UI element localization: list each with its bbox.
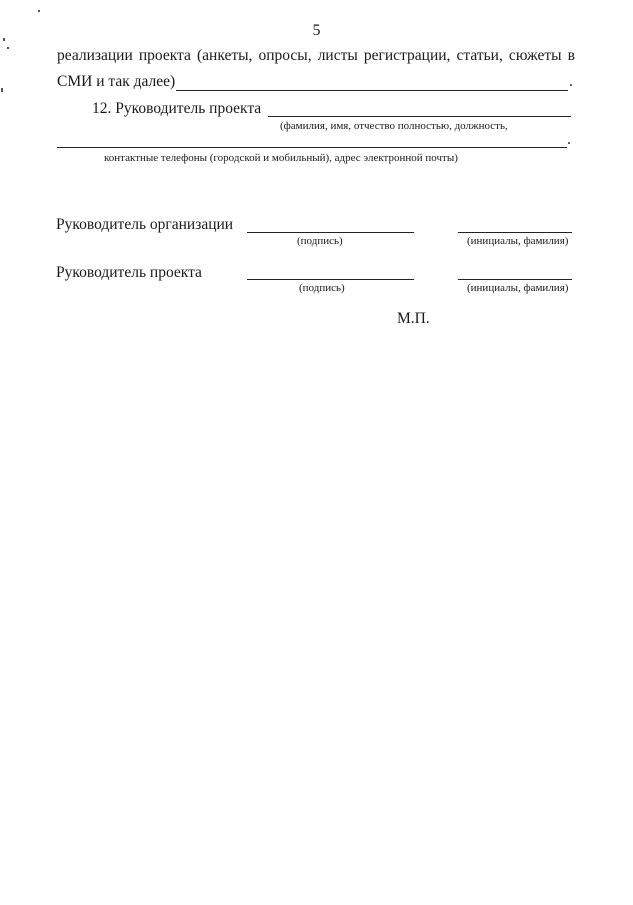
project-leader-contacts-line[interactable] xyxy=(57,147,567,148)
page-number: 5 xyxy=(312,22,321,39)
project-leader-fill-line[interactable] xyxy=(268,116,571,117)
org-head-signature-hint: (подпись) xyxy=(297,235,343,247)
scan-mark xyxy=(7,47,9,49)
scan-mark xyxy=(1,88,3,92)
org-head-signature-line[interactable] xyxy=(247,232,414,233)
scan-mark xyxy=(38,10,40,12)
project-head-name-hint: (инициалы, фамилия) xyxy=(467,282,569,294)
org-head-role: Руководитель организации xyxy=(56,216,234,233)
section-12-hint-2: контактные телефоны (городской и мобильный), адрес электронной почты) xyxy=(104,152,458,164)
section-12-label: 12. Руководитель проекта xyxy=(92,100,262,117)
section-12-hint-1: (фамилия, имя, отчество полностью, должность, xyxy=(280,120,508,132)
org-head-name-hint: (инициалы, фамилия) xyxy=(467,235,569,247)
org-head-name-line[interactable] xyxy=(458,232,572,233)
stamp-place: М.П. xyxy=(397,310,430,327)
section-11-line-2-start: СМИ и так далее) xyxy=(57,73,176,90)
project-head-signature-line[interactable] xyxy=(247,279,414,280)
section-12-line-end: . xyxy=(567,131,571,148)
section-11-line-1: реализации проекта (анкеты, опросы, листы регистрации, статьи, сюжеты в xyxy=(57,47,575,64)
project-head-name-line[interactable] xyxy=(458,279,572,280)
project-head-signature-hint: (подпись) xyxy=(299,282,345,294)
project-head-role: Руководитель проекта xyxy=(56,264,202,281)
section-11-fill-line[interactable] xyxy=(176,90,568,91)
section-11-line-2-end: . xyxy=(569,73,573,90)
